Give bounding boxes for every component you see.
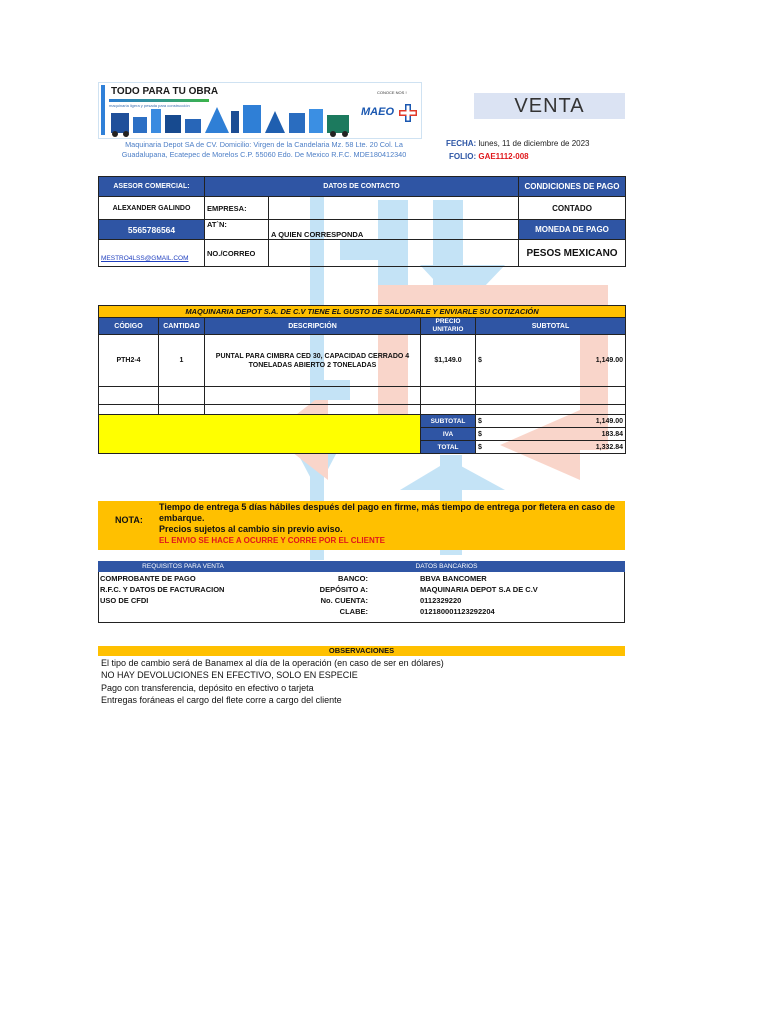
fecha-label: FECHA: [446,139,477,148]
email-cell [99,240,205,267]
col-cantidad: CANTIDAD [159,318,205,335]
deposito-value: MAQUINARIA DEPOT S.A DE C.V [420,585,538,594]
correo-value [269,240,519,267]
bank-value: BBVA BANCOMER [420,574,487,583]
folio-value: GAE1112-008 [478,152,529,161]
col-descripcion: DESCRIPCIÓN [205,318,421,335]
requisito-item: COMPROBANTE DE PAGO [100,574,196,583]
document-title: VENTA [474,93,625,119]
iva-value: 183.84 [601,430,624,438]
observacion-line: NO HAY DEVOLUCIONES EN EFECTIVO, SOLO EN ESPECIE [101,670,358,680]
nota-text [159,502,619,546]
table-row [99,335,626,387]
moneda-value: PESOS MEXICANO [519,240,626,267]
table-row-empty [99,405,626,415]
datos-contacto-header: DATOS DE CONTACTO [205,177,519,197]
logo-text: MAEO [361,106,394,118]
advisor-phone: 5565786564 [99,220,205,240]
item-cantidad: 1 [159,335,205,387]
quote-table [98,305,626,454]
subtotal-label: SUBTOTAL [421,415,476,428]
iva-currency: $ [478,430,482,438]
requisito-item: USO DE CFDI [100,596,149,605]
contact-table [98,176,626,267]
machinery-images [107,101,359,137]
subtotal-currency: $ [478,417,482,425]
bancarios-list [268,573,623,617]
asesor-name: ALEXANDER GALINDO [99,197,205,220]
asesor-header: ASESOR COMERCIAL: [99,177,205,197]
folio-label: FOLIO: [449,152,477,161]
condiciones-value: CONTADO [519,197,626,220]
total-label: TOTAL [421,441,476,454]
col-precio: PRECIO UNITARIO [421,318,476,335]
nota-label: NOTA: [115,515,143,525]
item-subtotal: 1,149.00 [595,357,624,364]
total-value: 1,332.84 [595,443,624,451]
bank-label: BANCO: [338,574,368,583]
cuenta-label: No. CUENTA: [320,596,368,605]
nota-line-3: EL ENVIO SE HACE A OCURRE Y CORRE POR EL CLIENTE [159,536,385,545]
observacion-line: El tipo de cambio será de Banamex al día de la operación (en caso de ser en dólares) [101,658,444,668]
clabe-value: 012180001123292204 [420,607,495,616]
observacion-line: Entregas foráneas el cargo del flete corre a cargo del cliente [101,695,342,705]
banner-side-stripe [101,85,105,135]
banner-subtitle: maquinaria ligera y pesada para construcción [109,103,190,108]
quote-banner: MAQUINARIA DEPOT S.A. DE C.V TIENE EL GUSTO DE SALUDARLE Y ENVIARLE SU COTIZACIÓN [99,306,626,318]
atn-value: A QUIEN CORRESPONDA [269,220,519,240]
item-currency: $ [478,357,482,364]
clabe-label: CLABE: [339,607,368,616]
nota-line-1: Tiempo de entrega 5 días hábiles después del pago en firme, más tiempo de entrega por fletera en caso de embarque. [159,502,615,523]
total-currency: $ [478,443,482,451]
item-subtotal-cell [476,335,626,387]
nota-line-2: Precios sujetos al cambio sin previo aviso. [159,524,343,534]
folio-row [449,152,529,161]
moneda-header: MONEDA DE PAGO [519,220,626,240]
conoce-nos-text: CONOCE NOS ! [377,90,407,95]
company-address: Maquinaria Depot SA de CV. Domicilio: Virgen de la Candelaria Mz. 58 Lte. 20 Col. La Guadalupana, Ecatepec de Morelos C.P. 55060 Edo. De Mexico R.F.C. MDE180412340 [121,140,407,159]
col-subtotal: SUBTOTAL [476,318,626,335]
observaciones-header: OBSERVACIONES [98,646,625,656]
observacion-line: Pago con transferencia, depósito en efectivo o tarjeta [101,683,314,693]
table-row-empty [99,387,626,405]
banner-title: TODO PARA TU OBRA [111,86,219,97]
item-codigo: PTH2-4 [99,335,159,387]
requisito-item: R.F.C. Y DATOS DE FACTURACION [100,585,225,594]
nota-box [98,501,625,550]
iva-cell [476,428,626,441]
subtotal-cell [476,415,626,428]
item-precio: $1,149.0 [421,335,476,387]
empresa-value [269,197,519,220]
fecha-row [446,139,590,148]
empresa-label: EMPRESA: [205,197,269,220]
correo-label: NO./CORREO [205,240,269,267]
atn-label: AT`N: [205,220,269,240]
deposito-label: DEPÓSITO A: [319,585,368,594]
advisor-email-link[interactable]: MESTRO4LSS@GMAIL.COM [101,255,189,262]
cross-logo-icon [399,104,417,122]
iva-label: IVA [421,428,476,441]
subtotal-value: 1,149.00 [595,417,624,425]
item-descripcion [205,335,421,387]
company-banner [98,82,422,139]
total-cell [476,441,626,454]
bancarios-header: DATOS BANCARIOS [268,561,625,572]
condiciones-header: CONDICIONES DE PAGO [519,177,626,197]
maeq-logo [361,102,417,124]
fecha-value: lunes, 11 de diciembre de 2023 [478,139,590,148]
requisitos-header: REQUISITOS PARA VENTA [98,561,268,572]
item-descripcion-line-1: PUNTAL PARA CIMBRA CED 30, CAPACIDAD CERRADO 4 [215,352,410,360]
col-codigo: CÓDIGO [99,318,159,335]
cuenta-value: 0112329220 [420,596,462,605]
requisitos-list [98,573,268,606]
item-descripcion-line-2: TONELADAS ABIERTO 2 TONELADAS [248,361,377,369]
yellow-notes-area [99,415,421,454]
